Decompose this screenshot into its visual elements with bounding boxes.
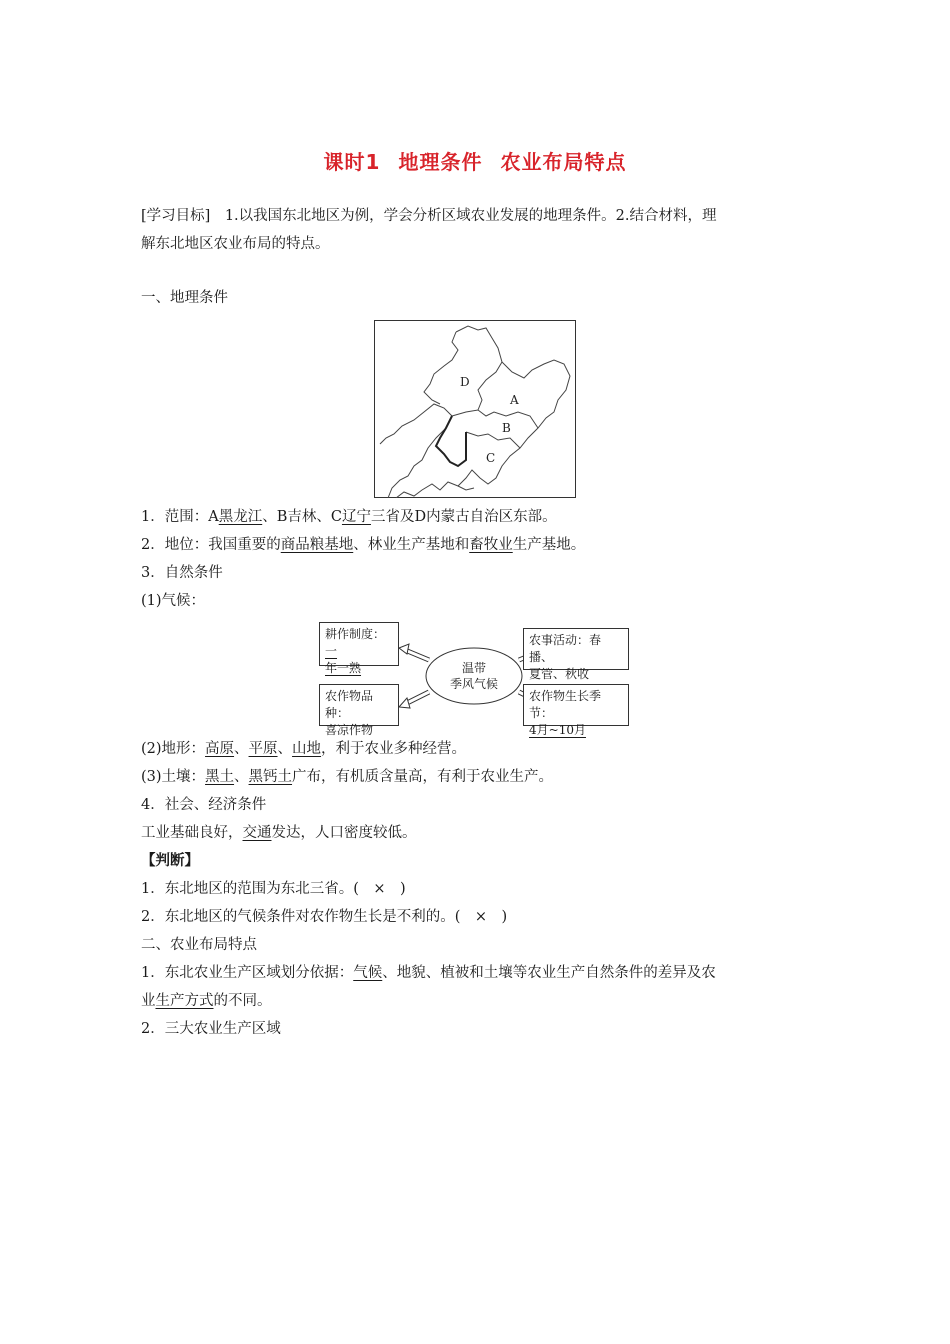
page-title xyxy=(0,146,950,175)
scope-prefix: 1．范围：A xyxy=(141,509,219,525)
box-tr-line2: 夏管、秋收 xyxy=(529,667,590,681)
scope-mid: 、B吉林、C xyxy=(262,509,342,525)
terrain-sep2: 、 xyxy=(277,741,293,757)
terrain-prefix: (2)地形： xyxy=(141,741,206,757)
social-prefix: 工业基础良好， xyxy=(141,825,243,841)
title-part-conditions: 地理条件 xyxy=(398,150,483,174)
center-label xyxy=(430,660,518,692)
learning-goals-line1: [学习目标] 1.以我国东北地区为例，学会分析区域农业发展的地理条件。2.结合材料，理 xyxy=(141,208,717,224)
soil-prefix: (3)土壤： xyxy=(141,769,206,785)
soil-line xyxy=(141,767,821,787)
box-br-line2: 4月~10月 xyxy=(529,723,586,737)
natural-heading: 3．自然条件 xyxy=(141,565,223,581)
section2-heading: 二、农业布局特点 xyxy=(141,937,257,953)
northeast-map-svg xyxy=(374,320,576,498)
terrain-sep1: 、 xyxy=(234,741,249,757)
status-mid: 、林业生产基地和 xyxy=(353,537,470,553)
climate-diagram xyxy=(317,620,631,737)
map-label-b: B xyxy=(502,421,511,435)
terrain-plateau: 高原 xyxy=(205,741,235,757)
box-farming-system xyxy=(319,622,399,675)
learning-goals-line2: 解东北地区农业布局的特点。 xyxy=(141,236,330,252)
climate-heading: (1)气候： xyxy=(141,593,206,609)
soil-black: 黑土 xyxy=(205,769,235,785)
box-farm-activities xyxy=(523,628,629,681)
terrain-plain: 平原 xyxy=(248,741,278,757)
judge-item-2: 2．东北地区的气候条件对农作物生长是不利的。( × ) xyxy=(141,909,508,925)
box-growing-season xyxy=(523,684,629,737)
map-label-c: C xyxy=(486,451,496,465)
scope-liaoning: 辽宁 xyxy=(341,509,371,525)
northeast-map xyxy=(374,320,576,498)
box-bl-line1: 农作物品种： xyxy=(325,689,374,720)
center-label-line2: 季风气候 xyxy=(449,677,498,691)
social-heading: 4．社会、经济条件 xyxy=(141,797,267,813)
scope-line xyxy=(141,507,821,527)
box-tl-line1-u: 一 xyxy=(325,644,338,658)
basis-line2-a: 业 xyxy=(141,993,156,1009)
box-tl-line2: 年一熟 xyxy=(325,661,362,675)
scope-heilongjiang: 黑龙江 xyxy=(218,509,263,525)
box-tl-line1: 耕作制度： xyxy=(325,627,386,641)
box-br-line1: 农作物生长季节： xyxy=(529,689,602,720)
judge-item-1: 1．东北地区的范围为东北三省。( × ) xyxy=(141,881,406,897)
basis-climate: 气候 xyxy=(353,965,383,981)
basis-line2 xyxy=(141,991,821,1011)
basis-rest: 、地貌、植被和土壤等农业生产自然条件的差异及农 xyxy=(382,965,716,981)
social-transport: 交通 xyxy=(242,825,272,841)
map-label-a: A xyxy=(510,393,519,407)
title-part-layout: 农业布局特点 xyxy=(500,150,627,174)
soil-rest: 广布，有机质含量高，有利于农业生产。 xyxy=(292,769,554,785)
basis-prefix: 1．东北农业生产区域划分依据： xyxy=(141,965,354,981)
status-line xyxy=(141,535,821,555)
status-rest: 生产基地。 xyxy=(512,537,586,553)
box-bl-line2: 喜凉作物 xyxy=(325,723,374,737)
status-livestock: 畜牧业 xyxy=(469,537,513,553)
judge-heading: 【判断】 xyxy=(141,852,199,869)
status-prefix: 2．地位：我国重要的 xyxy=(141,537,281,553)
title-part-lesson: 课时1 xyxy=(323,150,381,174)
social-line xyxy=(141,823,821,843)
section1-heading: 一、地理条件 xyxy=(141,290,228,306)
soil-sep: 、 xyxy=(234,769,249,785)
status-grain-base: 商品粮基地 xyxy=(280,537,354,553)
map-label-d: D xyxy=(460,375,470,389)
terrain-rest: ，利于农业多种经营。 xyxy=(321,741,467,757)
basis-production-mode: 生产方式 xyxy=(155,993,214,1009)
terrain-line xyxy=(141,739,821,759)
soil-chernozem: 黑钙土 xyxy=(248,769,293,785)
basis-line2-b: 的不同。 xyxy=(213,993,272,1009)
basis-line1 xyxy=(141,963,821,983)
center-label-line1: 温带 xyxy=(461,661,486,675)
terrain-mountain: 山地 xyxy=(292,741,322,757)
box-tr-line1: 农事活动：春播、 xyxy=(529,633,602,664)
social-rest: 发达，人口密度较低。 xyxy=(271,825,417,841)
scope-rest: 三省及D内蒙古自治区东部。 xyxy=(370,509,557,525)
box-crop-varieties xyxy=(319,684,399,737)
zones-heading: 2．三大农业生产区域 xyxy=(141,1021,281,1037)
